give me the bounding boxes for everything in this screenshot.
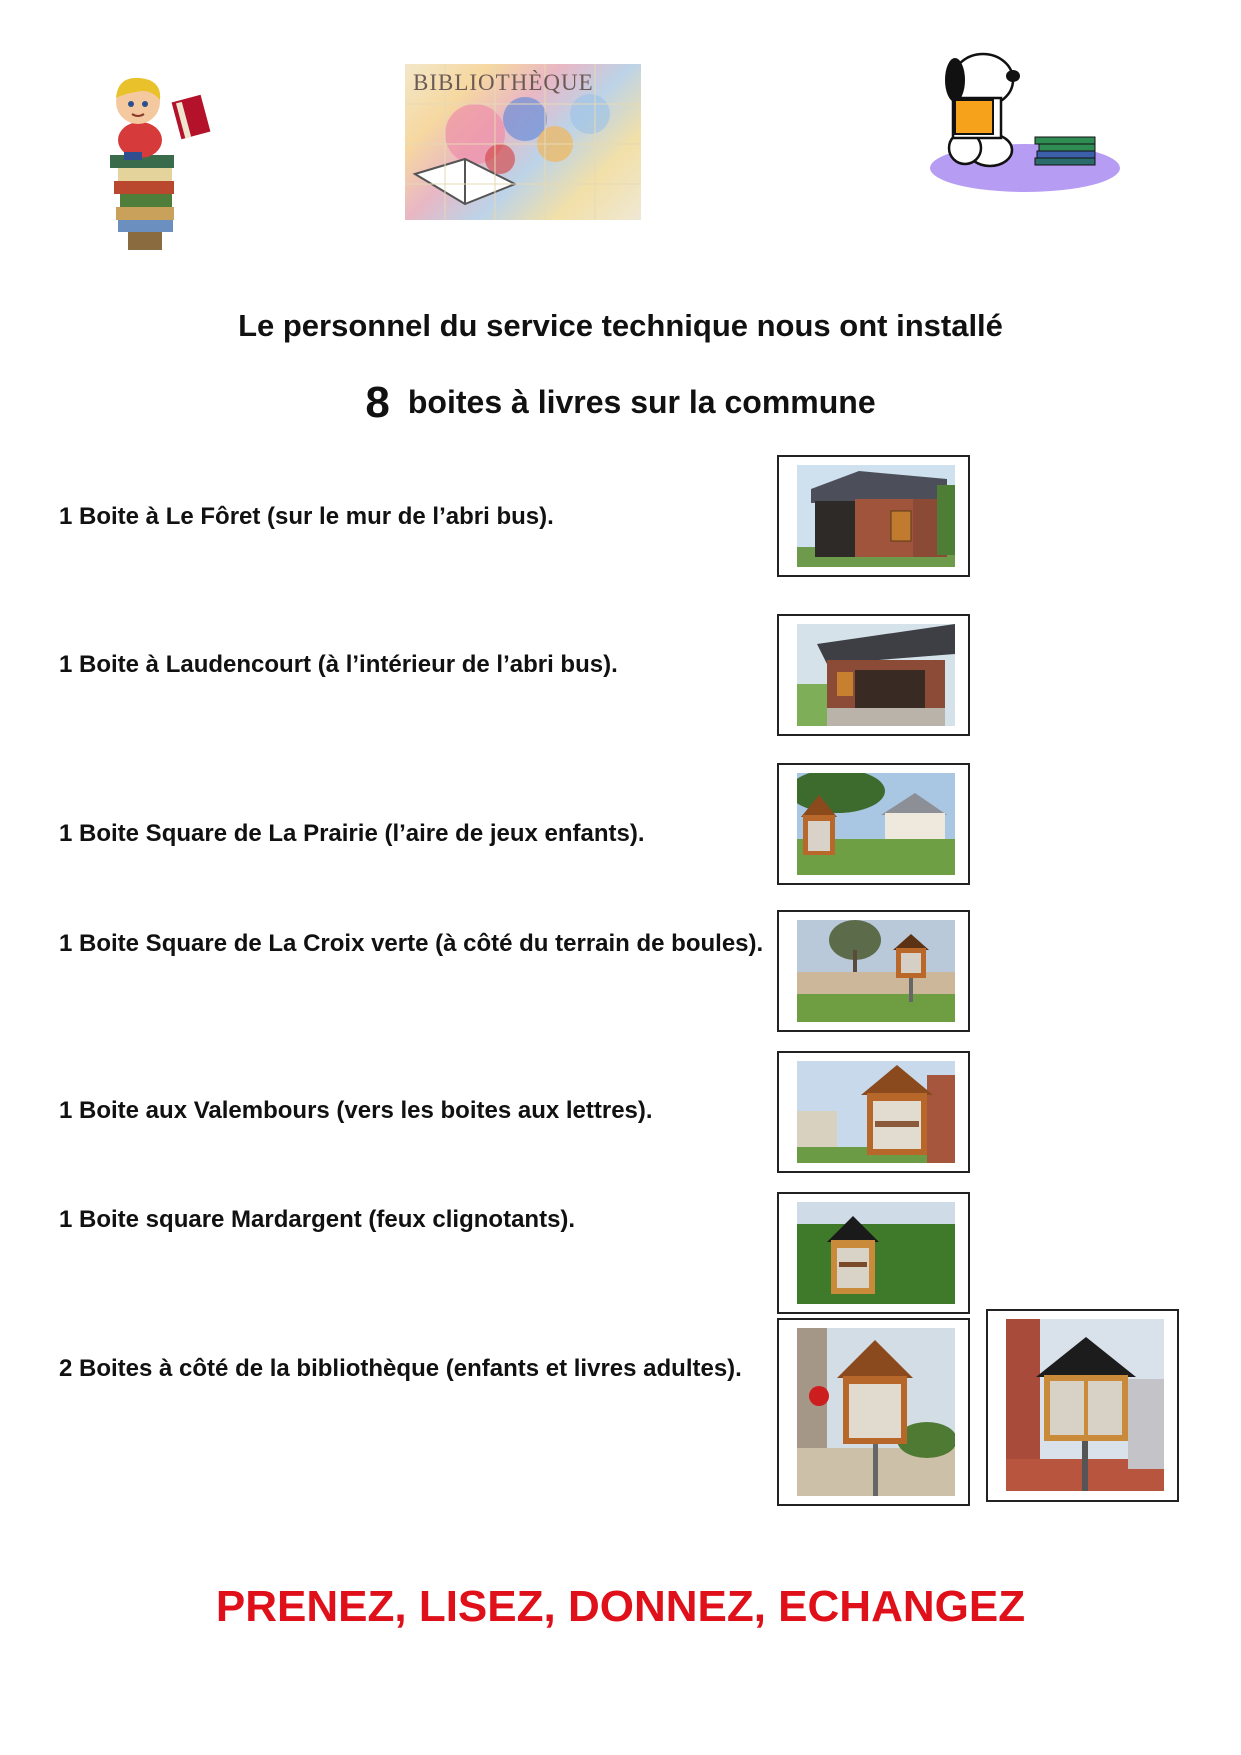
- photo-bus-shelter-brick: [777, 455, 970, 577]
- page-subtitle: [0, 378, 1241, 428]
- list-item-label: 1 Boite à Le Fôret (sur le mur de l’abri bus).: [59, 503, 554, 530]
- slogan: PRENEZ, LISEZ, DONNEZ, ECHANGEZ: [215, 1582, 1026, 1631]
- photo-book-box-hedge: [777, 1192, 970, 1314]
- book-box-count: 8: [365, 378, 390, 427]
- list-item-label: 2 Boites à côté de la bibliothèque (enfants et livres adultes).: [59, 1355, 742, 1382]
- photo-bus-shelter-interior: [777, 614, 970, 736]
- library-logo: [405, 64, 641, 220]
- snoopy-reading-clipart: [925, 40, 1125, 195]
- list-item-label: 1 Boite aux Valembours (vers les boites aux lettres).: [59, 1097, 653, 1124]
- photo-book-box-library: [777, 1318, 970, 1506]
- boy-reading-clipart: [88, 70, 218, 255]
- library-logo-text: BIBLIOTHÈQUE: [413, 70, 594, 95]
- photo-book-box-mailboxes: [777, 1051, 970, 1173]
- photo-book-box-playground: [777, 763, 970, 885]
- photo-book-box-boules-ground: [777, 910, 970, 1032]
- page-subtitle-text: boites à livres sur la commune: [407, 384, 876, 420]
- list-item-label: 1 Boite à Laudencourt (à l’intérieur de l’abri bus).: [59, 651, 618, 678]
- page-title: Le personnel du service technique nous ont installé: [238, 308, 1003, 343]
- list-item-label: 1 Boite Square de La Prairie (l’aire de jeux enfants).: [59, 820, 645, 847]
- list-item-label: 1 Boite square Mardargent (feux clignotants).: [59, 1206, 576, 1233]
- list-item-label: 1 Boite Square de La Croix verte (à côté du terrain de boules).: [59, 930, 764, 957]
- photo-book-box-library-2: [986, 1309, 1179, 1502]
